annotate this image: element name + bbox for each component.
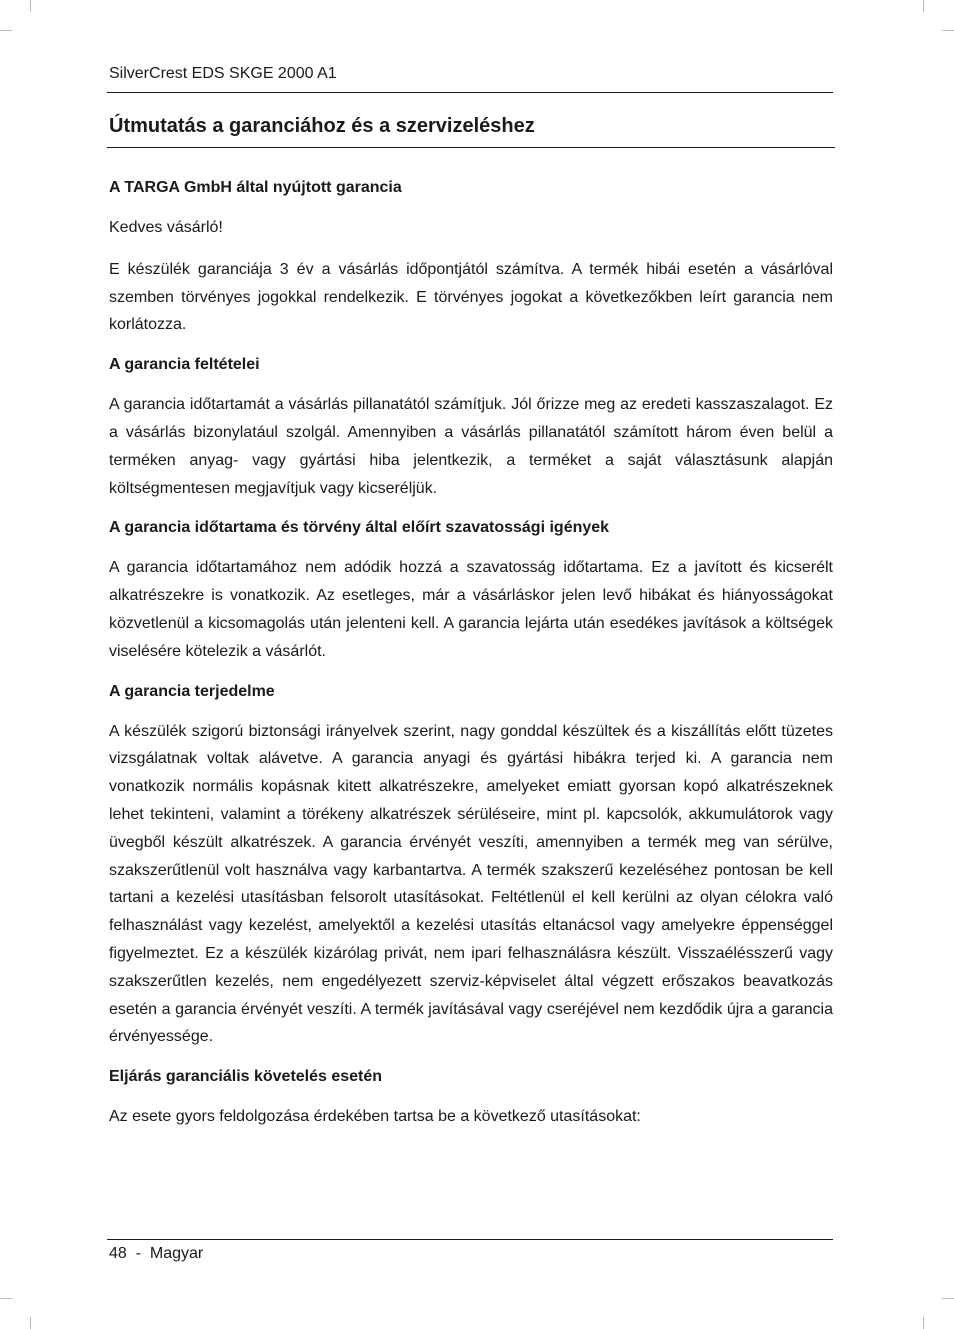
document-body bbox=[109, 176, 833, 1145]
paragraph: E készülék garanciája 3 év a vásárlás időpontjától számítva. A termék hibái esetén a vásárlóval szemben törvényes jogokkal rendelkezik. E törvényes jogokat a következőkben leírt garancia nem korlátozza. bbox=[109, 260, 833, 334]
crop-mark bbox=[942, 1298, 954, 1299]
crop-mark bbox=[942, 30, 954, 31]
section-guarantee-scope bbox=[109, 680, 833, 1052]
running-header: SilverCrest EDS SKGE 2000 A1 bbox=[109, 65, 337, 82]
footer-language: Magyar bbox=[149, 1245, 204, 1262]
crop-mark bbox=[923, 0, 924, 12]
crop-mark bbox=[30, 0, 31, 12]
section-heading: A garancia feltételei bbox=[109, 356, 260, 374]
section-guarantee-duration bbox=[109, 516, 833, 665]
section-heading: A garancia időtartama és törvény által előírt szavatossági igények bbox=[109, 519, 610, 537]
section-targa-guarantee bbox=[109, 176, 833, 339]
section-heading: A TARGA GmbH által nyújtott garancia bbox=[109, 179, 402, 196]
footer-rule bbox=[107, 1239, 833, 1240]
footer-separator: - bbox=[135, 1245, 142, 1262]
section-heading: A garancia terjedelme bbox=[109, 682, 275, 700]
paragraph: A készülék szigorú biztonsági irányelvek szerint, nagy gonddal készültek és a kiszállítás előtt tüzetes vizsgálatnak voltak alávetve. A garancia anyagi és gyártási hibákra terjed ki. A garancia nem vonatkozik normális kopásnak kitett alkatrészekre, amelyeket emiatt gyorsan kopó alkatrészeknek lehet tekinteni, valamint a törékeny alkatrészek sérüléseire, mint pl. kapcsolók, akkumulátorok vagy üvegből készült alkatrészek. A garancia érvényét veszíti, amennyiben a termék meg van sérülve, szakszerűtlenül volt használva vagy karbantartva. A termék szakszerű kezeléséhez pontosan be kell tartani a kezelési utasításban felsorolt utasításokat. Feltétlenül el kell kerülni az olyan célokra való felhasználást vagy kezelést, amelyektől a kezelési utasítás eltanácsol vagy amelyekre éppenséggel figyelmeztet. Ez a készülék kizárólag privát, nem ipari felhasználásra készült. Visszaélésszerű vagy szakszerűtlen kezelés, nem engedélyezett szerviz-képviselet által végzett erőszakos beavatkozás esetén a garancia érvényét veszíti. A termék javításával vagy cseréjével nem kezdődik újra a garancia érvényessége. bbox=[109, 722, 833, 1046]
paragraph: Az esete gyors feldolgozása érdekében tartsa be a következő utasításokat: bbox=[109, 1108, 641, 1126]
title-rule bbox=[107, 147, 835, 148]
crop-mark bbox=[0, 30, 12, 31]
crop-mark bbox=[923, 1317, 924, 1329]
section-claim-procedure bbox=[109, 1065, 833, 1131]
page-title: Útmutatás a garanciához és a szervizeléshez bbox=[109, 115, 535, 137]
crop-mark bbox=[0, 1298, 12, 1299]
crop-mark bbox=[30, 1317, 31, 1329]
section-heading: Eljárás garanciális követelés esetén bbox=[109, 1068, 383, 1086]
section-guarantee-conditions bbox=[109, 353, 833, 502]
paragraph: A garancia időtartamához nem adódik hozzá a szavatosság időtartama. Ez a javított és kicserélt alkatrészekre is vonatkozik. Az esetleges, már a vásárláskor jelen levő hibákat és hiányosságokat közvetlenül a kicsomagolás után jelenteni kell. A garancia lejárta után esedékes javítások a költségek viselésére kötelezik a vásárlót. bbox=[109, 559, 833, 660]
paragraph: Kedves vásárló! bbox=[109, 219, 223, 236]
page-footer bbox=[109, 1243, 203, 1265]
header-rule bbox=[107, 92, 833, 93]
paragraph: A garancia időtartamát a vásárlás pillanatától számítjuk. Jól őrizze meg az eredeti kasszaszalagot. Ez a vásárlás bizonylatául szolgál. Amennyiben a vásárlás pillanatától számított három éven belül a terméken anyag- vagy gyártási hiba jelentkezik, a terméket a saját választásunk alapján költségmentesen megjavítjuk vagy kicseréljük. bbox=[109, 396, 833, 497]
page-number: 48 bbox=[109, 1245, 127, 1262]
